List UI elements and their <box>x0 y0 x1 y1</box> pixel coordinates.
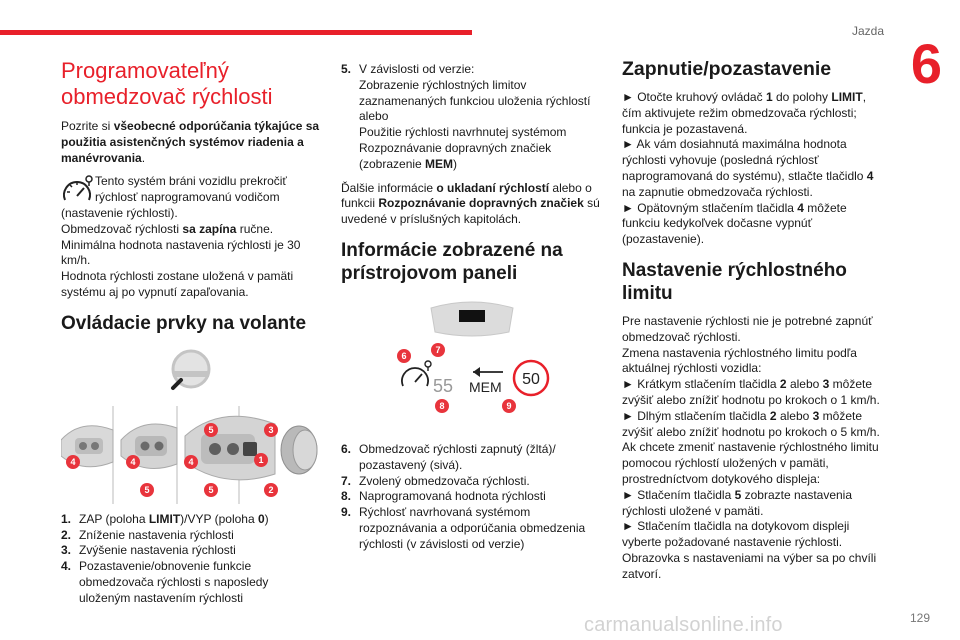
column-3 <box>622 58 886 583</box>
controls-list-cont <box>341 62 603 173</box>
setting-paragraph-close: Obrazovka s nastaveniami na výber sa po chvíli zatvorí. <box>622 550 877 581</box>
callout-label-5a: 5 <box>144 484 150 495</box>
speed-limiter-icon <box>61 174 95 204</box>
activation-step-2: ► Ak vám dosiahnutá maximálna hodnota rýchlosti vyhovuje (posledná rýchlosť naprogramovaná do systému), stlačte tlačidlo 4 na zapnutie obmedzovača rýchlosti. <box>622 137 874 199</box>
steering-controls-illustration <box>61 344 321 504</box>
instrument-cluster-icon <box>431 302 513 336</box>
speed-limiter-note <box>61 174 321 206</box>
intro-paragraph: Pozrite si všeobecné odporúčania týkajúce sa použitia asistenčných systémov riadenia a manévrovania. <box>61 119 320 165</box>
arrow-left-icon <box>473 367 503 377</box>
list-item: 7. Zvolený obmedzovača rýchlosti. <box>341 473 530 488</box>
column-2 <box>341 62 603 553</box>
list-item: 2. Zníženie nastavenia rýchlosti <box>61 527 234 542</box>
callout-label-8: 8 <box>439 400 445 411</box>
speed-limiter-status-icon <box>402 361 431 386</box>
speed-limit-sign <box>514 361 548 395</box>
controls-list <box>61 512 321 607</box>
callout-label-3: 3 <box>268 424 274 435</box>
setting-paragraph-2: Zmena nastavenia rýchlostného limitu podľa aktuálnej rýchlosti vozidla: <box>622 345 857 376</box>
steering-wheel-icon <box>173 351 209 388</box>
callout-label-4c: 4 <box>188 456 194 467</box>
setting-paragraph-memory: Ak chcete zmeniť nastavenie rýchlostného limitu pomocou rýchlostí uložených v pamäti, prostredníctvom dotykového displeja: <box>622 440 879 486</box>
note-text: Tento systém bráni vozidlu prekročiť rýchlosť naprogramovanú vodičom <box>95 174 287 205</box>
section-name: Jazda <box>851 24 884 38</box>
column-1 <box>61 58 321 607</box>
callout-label-5b: 5 <box>208 484 214 495</box>
mem-label: MEM <box>469 378 502 395</box>
memory-line: Hodnota rýchlosti zostane uložená v pamäti systému aj po vypnutí zapaľovania. <box>61 269 294 299</box>
callout-label-9: 9 <box>506 400 512 411</box>
note-text-cont: (nastavenie rýchlosti). <box>61 205 178 220</box>
instrument-panel-illustration <box>341 294 603 432</box>
callout-label-6: 6 <box>401 350 407 361</box>
section-title-speed-limiter: Programovateľný obmedzovač rýchlosti <box>61 58 273 109</box>
setting-step-memory-list: ► Stlačením tlačidla 5 zobrazte nastavenia rýchlosti uložené v pamäti. <box>622 487 853 518</box>
instrument-panel-figure <box>341 294 603 432</box>
setting-step-touchscreen: ► Stlačením tlačidla na dotykovom displeji vyberte požadované nastavenie rýchlosti. <box>622 519 850 550</box>
page-number: 129 <box>909 611 930 625</box>
minimum-speed-line: Minimálna hodnota nastavenia rýchlosti je 30 km/h. <box>61 237 301 268</box>
list-item: 1. ZAP (poloha LIMIT)/VYP (poloha 0) <box>61 511 269 526</box>
more-info-paragraph: Ďalšie informácie o ukladaní rýchlostí alebo o funkcii Rozpoznávanie dopravných značiek sú uvedené v príslušných kapitolách. <box>341 180 600 227</box>
activation-step-3: ► Opätovným stlačením tlačidla 4 môžete funkciu kedykoľvek dočasne vypnúť (pozastavenie). <box>622 200 847 247</box>
section-title-steering-controls: Ovládacie prvky na volante <box>61 312 307 334</box>
chapter-number: 6 <box>910 32 942 95</box>
section-title-activation: Zapnutie/pozastavenie <box>622 58 832 80</box>
activation-line: Obmedzovač rýchlosti sa zapína ručne. <box>61 221 274 236</box>
header-accent-bar <box>0 30 472 35</box>
watermark: carmanualsonline.info <box>584 614 783 636</box>
list-item: 6. Obmedzovač rýchlosti zapnutý (žltá)/ pozastavený (sivá). <box>341 441 556 472</box>
callout-label-2: 2 <box>268 484 274 495</box>
programmed-speed-value: 55 <box>433 375 454 396</box>
setting-step-long-press: ► Dlhým stlačením tlačidla 2 alebo 3 môžete zvýšiť alebo znížiť hodnotu po krokoch o 5 km/h. <box>622 408 880 439</box>
section-title-speed-setting: Nastavenie rýchlostného limitu <box>622 259 847 304</box>
list-item: 3. Zvýšenie nastavenia rýchlosti <box>61 543 236 558</box>
list-item: 5. V závislosti od verzie: Zobrazenie rýchlostných limitov zaznamenaných funkciou uloženia rýchlostí alebo Použitie rýchlosti navrhnutej systémom Rozpoznávanie dopravných značiek (zobrazenie MEM) <box>341 62 591 171</box>
list-item: 8. Naprogramovaná hodnota rýchlosti <box>341 489 546 504</box>
list-item: 9. Rýchlosť navrhovaná systémom rozpoznávania a odporúčania obmedzenia rýchlosti (v závislosti od verzie) <box>341 505 586 551</box>
setting-step-short-press: ► Krátkym stlačením tlačidla 2 alebo 3 môžete zvýšiť alebo znížiť hodnotu po krokoch o 1 km/h. <box>622 377 880 407</box>
activation-step-1: ► Otočte kruhový ovládač 1 do polohy LIMIT, čím aktivujete režim obmedzovača rýchlosti; funkcia je pozastavená. <box>622 90 867 136</box>
callout-label-4a: 4 <box>70 456 76 467</box>
setting-paragraph-1: Pre nastavenie rýchlosti nie je potrebné zapnúť obmedzovač rýchlosti. <box>622 313 873 344</box>
speed-limit-sign-value: 50 <box>522 370 540 388</box>
panel-list <box>341 442 603 553</box>
callout-label-5c: 5 <box>208 424 214 435</box>
callout-label-7: 7 <box>435 344 441 355</box>
callout-label-4b: 4 <box>130 456 136 467</box>
control-stalk-view-3 <box>185 416 275 480</box>
list-item: 4. Pozastavenie/obnovenie funkcie obmedzovača rýchlosti s naposledy uloženým nastavením rýchlosti <box>61 559 269 605</box>
rotary-knob <box>281 426 317 474</box>
section-title-instrument-panel: Informácie zobrazené na prístrojovom paneli <box>341 239 563 284</box>
callout-label-1: 1 <box>258 454 264 465</box>
steering-controls-figure <box>61 344 321 504</box>
